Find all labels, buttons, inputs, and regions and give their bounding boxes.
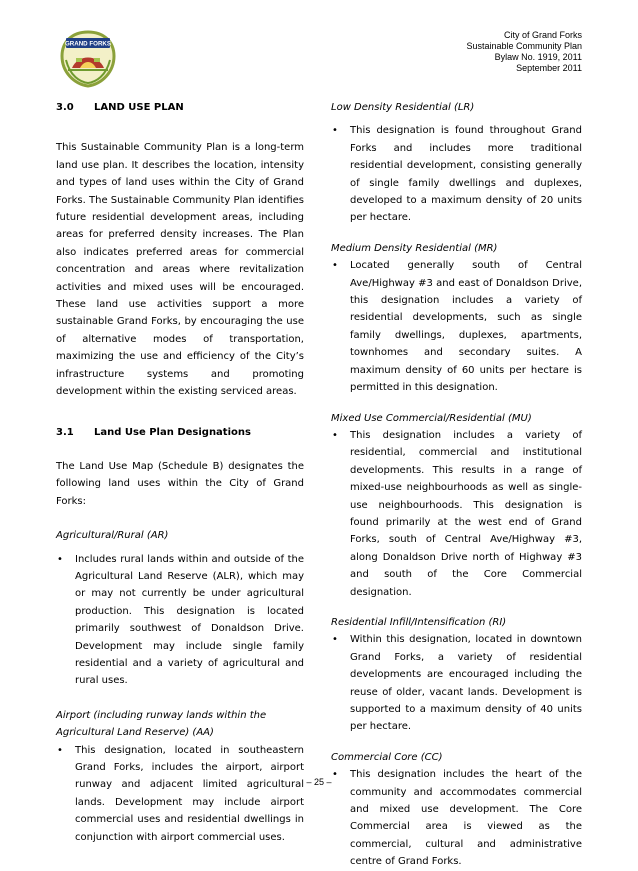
designation-list-mr [331, 257, 582, 396]
subsection-title: Land Use Plan Designations [94, 426, 251, 438]
section-number: 3.0 [56, 102, 74, 113]
section-title: LAND USE PLAN [94, 102, 184, 113]
designation-list-ar [56, 551, 304, 690]
header-bylaw: Bylaw No. 1919, 2011 [494, 52, 582, 62]
header-date: September 2011 [516, 63, 582, 73]
document-header [466, 30, 582, 74]
city-logo [58, 24, 118, 88]
section-heading [56, 99, 304, 116]
designation-title-cc: Commercial Core (CC) [331, 751, 443, 763]
header-plan: Sustainable Community Plan [466, 41, 582, 51]
designation-title-ri: Residential Infill/Intensification (RI) [331, 616, 507, 628]
subsection-number: 3.1 [56, 426, 74, 438]
subsection-heading [56, 424, 304, 441]
section-intro: This Sustainable Community Plan is a long-term land use plan. It describes the location, intensity and types of land uses within the City of Grand Forks. The Sustainable Community Plan identifies future residential development areas, including areas for preferred density increases. The Plan also indicates preferred areas for commercial concentration and areas where revitalization activities and mixed uses will be encouraged. These land use activities support a more sustainable Grand Forks, by encouraging the use of alternative modes of transportation, maximizing the use and efficiency of the City’s infrastructure systems and promoting development within the existing serviced areas. [56, 142, 304, 398]
designation-title-mr: Medium Density Residential (MR) [331, 242, 498, 254]
designation-title-aa: Airport (including runway lands within the Agricultural Land Reserve) (AA) [56, 709, 267, 739]
page-number: – 25 – [306, 777, 332, 787]
designation-text-ri: • Within this designation, located in downtown Grand Forks, a variety of residential developments are encouraged including the reuse of older, vacant lands. Development is supported to a maximum density of 40 units per hectare. [331, 631, 582, 735]
designation-text-mu: • This designation includes a variety of residential, commercial and institutional developments. This results in a range of mixed-use neighbourhoods as well as single-use neighbourhoods. This designation is found primarily at the west end of Grand Forks, south of Central Ave/Highway #3, along Donaldson Drive north of Highway #3 and south of the Core Commercial designation. [331, 427, 582, 601]
designation-list-ri [331, 631, 582, 735]
designation-text-aa: • This designation, located in southeastern Grand Forks, includes the airport, airport runway and adjacent limited agricultural lands. Development may include airport commercial uses and residential dwellings in conjunction with airport commercial uses. [56, 742, 304, 846]
designation-text-mr: • Located generally south of Central Ave/Highway #3 and east of Donaldson Drive, this designation includes a variety of residential developments, such as single family dwellings, duplexes, apartments, townhomes and secondary suites. A maximum density of 60 units per hectare is permitted in this designation. [331, 257, 582, 396]
right-column [331, 99, 582, 871]
designation-list-lr [331, 122, 582, 226]
designation-list-aa [56, 742, 304, 846]
designation-title-ar: Agricultural/Rural (AR) [56, 530, 169, 542]
svg-text:GRAND FORKS: GRAND FORKS [64, 40, 112, 48]
subsection-intro: The Land Use Map (Schedule B) designates the following land uses within the City of Grand Forks: [56, 460, 304, 507]
designation-text-ar: • Includes rural lands within and outside of the Agricultural Land Reserve (ALR), which may or may not currently be under agricultural production. This designation is located primarily southwest of Donaldson Drive. Development may include single family residential and a variety of agricultural and rural uses. [56, 551, 304, 690]
designation-text-cc: • This designation includes the heart of the community and accommodates commercial and mixed use development. The Core Commercial area is viewed as the commercial, cultural and administrative centre of Grand Forks. [331, 766, 582, 870]
left-column [56, 99, 304, 846]
designation-title-mu: Mixed Use Commercial/Residential (MU) [331, 412, 532, 424]
designation-text-lr: • This designation is found throughout Grand Forks and includes more traditional residential development, consisting generally of single family dwellings and duplexes, developed to a maximum density of 20 units per hectare. [331, 122, 582, 226]
header-city: City of Grand Forks [503, 30, 582, 40]
designation-title-lr: Low Density Residential (LR) [331, 102, 475, 113]
designation-list-mu [331, 427, 582, 601]
